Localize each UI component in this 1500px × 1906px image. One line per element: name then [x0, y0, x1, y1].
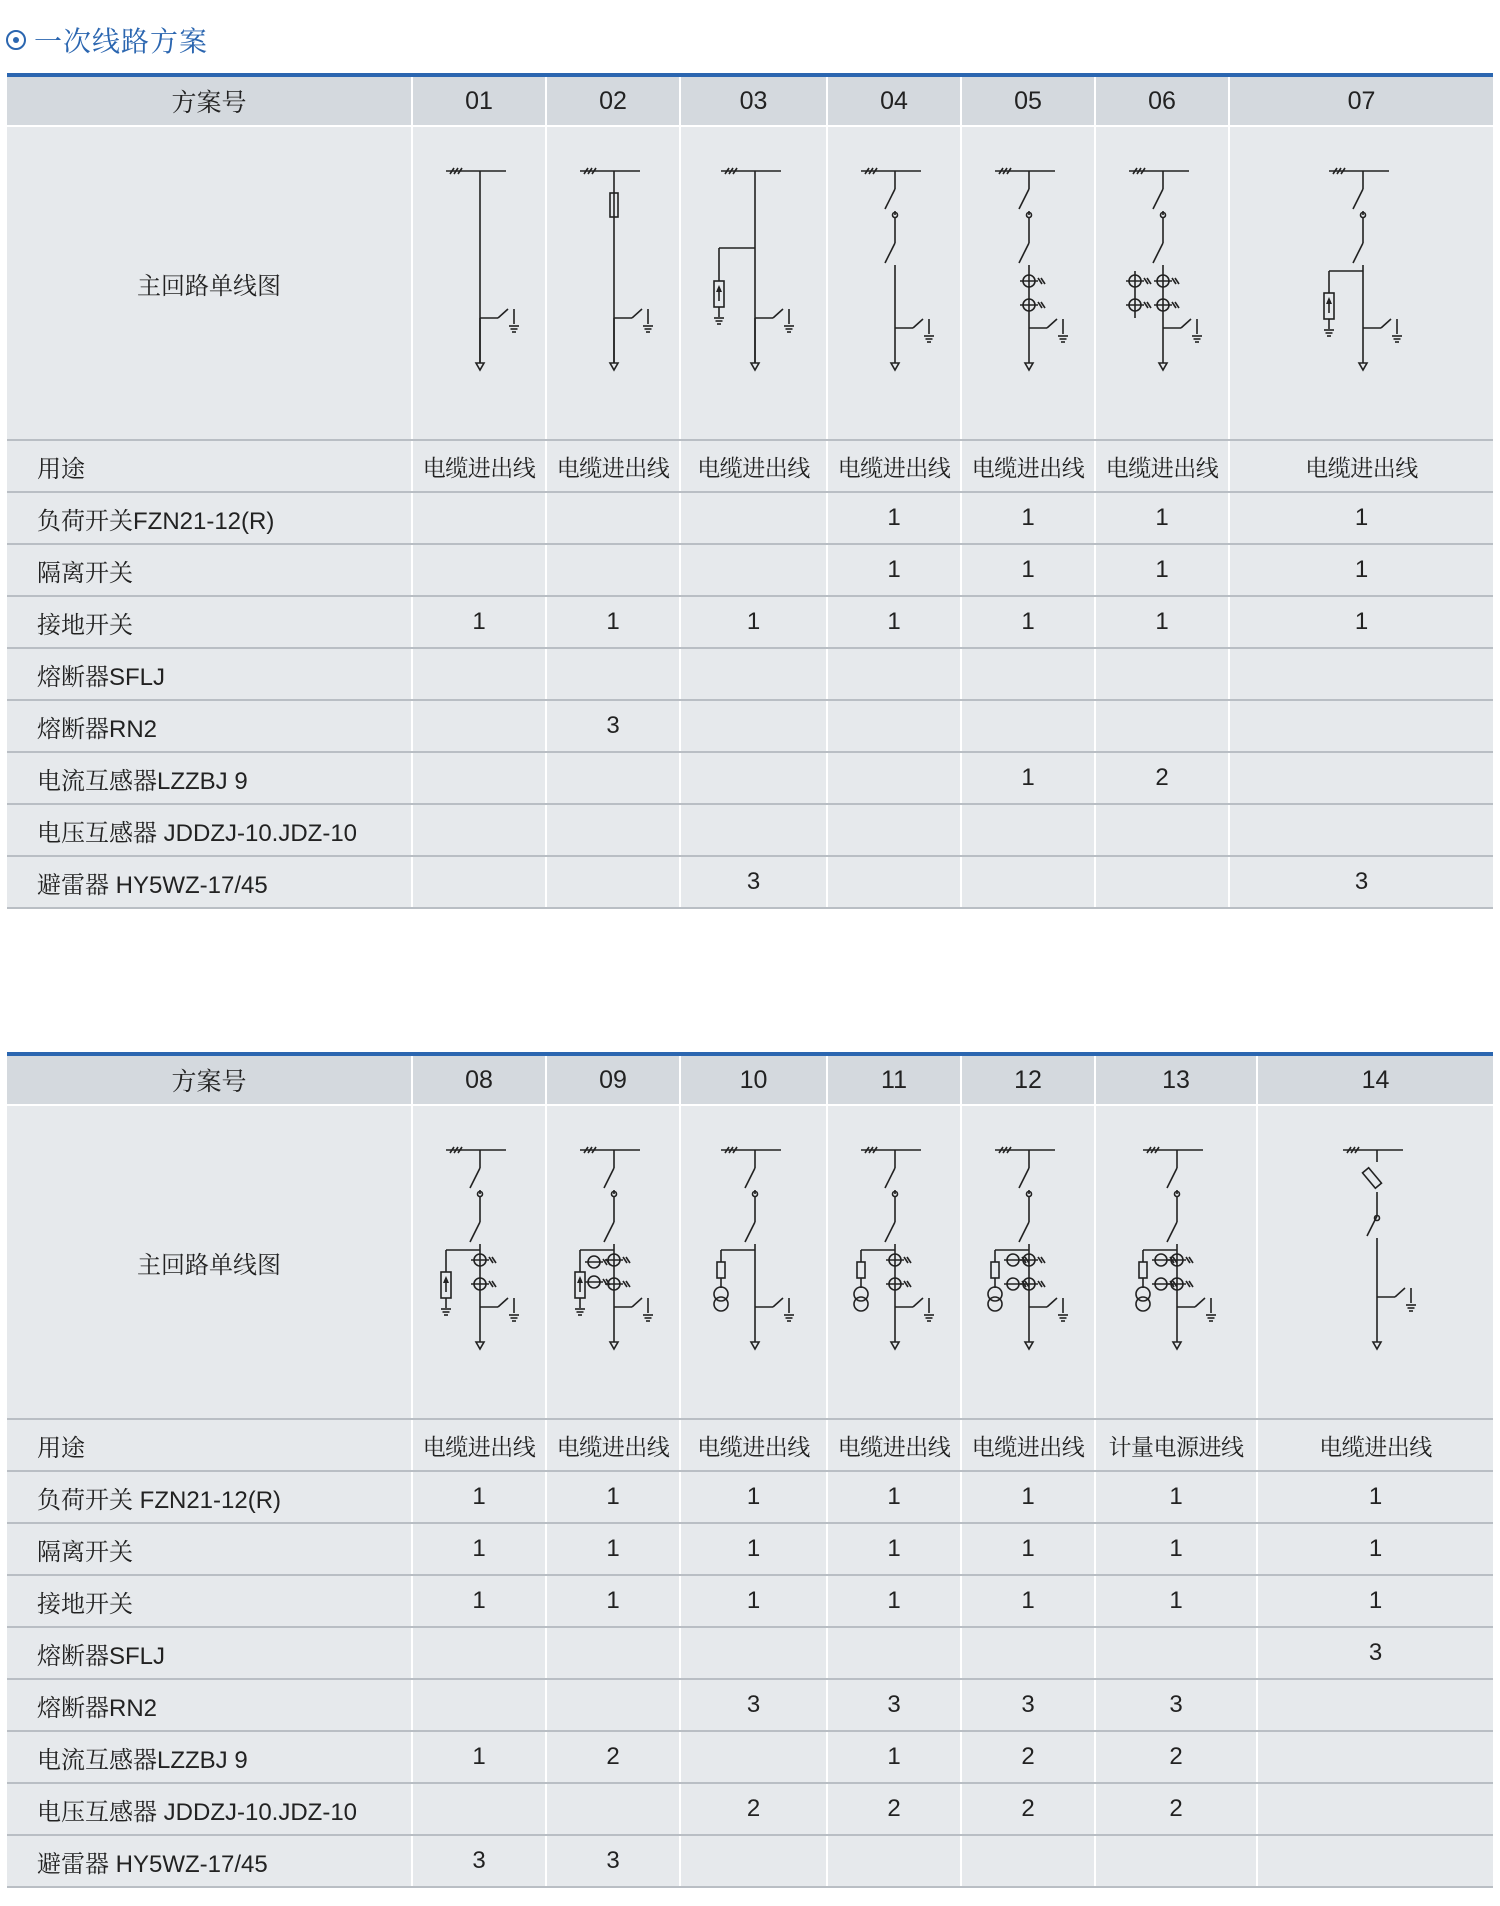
quantity-cell: 1: [1229, 544, 1493, 596]
quantity-cell: [680, 804, 827, 856]
quantity-cell: [827, 804, 961, 856]
quantity-cell: [680, 648, 827, 700]
scheme-number-row: [7, 75, 1493, 126]
quantity-cell: [680, 700, 827, 752]
diagram-01-icon: [424, 153, 534, 413]
use-row-label: 用途: [7, 1419, 412, 1471]
scheme-number: 10: [680, 1054, 827, 1105]
diagram-05-icon: [973, 153, 1083, 413]
quantity-cell: 1: [680, 1523, 827, 1575]
table-row: [7, 1835, 1493, 1887]
diagram-cell: [412, 1105, 546, 1419]
row-label: 隔离开关: [7, 544, 412, 596]
scheme-number: 12: [961, 1054, 1095, 1105]
scheme-number: 08: [412, 1054, 546, 1105]
quantity-cell: [827, 752, 961, 804]
table-row: [7, 804, 1493, 856]
quantity-cell: [827, 1835, 961, 1887]
row-label: 负荷开关 FZN21-12(R): [7, 1471, 412, 1523]
quantity-cell: 1: [1229, 492, 1493, 544]
diagram-cell: [1257, 1105, 1493, 1419]
quantity-cell: 2: [961, 1783, 1095, 1835]
scheme-table-1: [7, 73, 1493, 909]
scheme-number: 02: [546, 75, 680, 126]
quantity-cell: 2: [1095, 1731, 1257, 1783]
quantity-cell: 1: [680, 596, 827, 648]
target-circle-icon: [6, 30, 26, 50]
quantity-cell: [412, 1679, 546, 1731]
table-row: [7, 1783, 1493, 1835]
quantity-cell: 3: [1095, 1679, 1257, 1731]
quantity-cell: [546, 492, 680, 544]
quantity-cell: [680, 752, 827, 804]
quantity-cell: 3: [1257, 1627, 1493, 1679]
quantity-cell: [412, 1783, 546, 1835]
diagram-03-icon: [699, 153, 809, 413]
page-title: [6, 20, 208, 60]
quantity-cell: 1: [546, 1575, 680, 1627]
table-row: [7, 1679, 1493, 1731]
quantity-cell: [1257, 1783, 1493, 1835]
quantity-cell: 3: [546, 1835, 680, 1887]
quantity-cell: 1: [412, 1575, 546, 1627]
quantity-cell: [1095, 700, 1229, 752]
component-rows: [7, 1471, 1493, 1887]
table-row: [7, 752, 1493, 804]
quantity-cell: 1: [827, 544, 961, 596]
quantity-cell: [412, 544, 546, 596]
quantity-cell: [546, 648, 680, 700]
quantity-cell: 1: [1095, 544, 1229, 596]
diagram-row-label: 主回路单线图: [7, 1105, 412, 1419]
quantity-cell: [412, 856, 546, 908]
table-row: [7, 1523, 1493, 1575]
quantity-cell: 1: [827, 1575, 961, 1627]
scheme-number: 07: [1229, 75, 1493, 126]
row-label: 熔断器SFLJ: [7, 1627, 412, 1679]
quantity-cell: 1: [546, 1471, 680, 1523]
quantity-cell: [1095, 1627, 1257, 1679]
use-cell: 电缆进出线: [961, 1419, 1095, 1471]
use-cell: 电缆进出线: [412, 1419, 546, 1471]
use-cell: 电缆进出线: [1229, 440, 1493, 492]
diagram-09-icon: [558, 1132, 668, 1392]
diagram-cell: [1095, 1105, 1257, 1419]
quantity-cell: 1: [1095, 1523, 1257, 1575]
scheme-table-2: [7, 1052, 1493, 1888]
quantity-cell: [961, 1835, 1095, 1887]
use-cell: 电缆进出线: [412, 440, 546, 492]
table-row: [7, 596, 1493, 648]
quantity-cell: [546, 752, 680, 804]
quantity-cell: [412, 752, 546, 804]
use-cell: 电缆进出线: [546, 1419, 680, 1471]
quantity-cell: 2: [546, 1731, 680, 1783]
quantity-cell: 1: [961, 544, 1095, 596]
diagram-cell: [546, 1105, 680, 1419]
quantity-cell: 1: [412, 596, 546, 648]
use-cell: 电缆进出线: [1095, 440, 1229, 492]
row-label: 电压互感器 JDDZJ-10.JDZ-10: [7, 1783, 412, 1835]
use-row: [7, 1419, 1493, 1471]
quantity-cell: [1095, 648, 1229, 700]
quantity-cell: 1: [961, 752, 1095, 804]
quantity-cell: 1: [827, 492, 961, 544]
quantity-cell: [1257, 1835, 1493, 1887]
quantity-cell: 3: [412, 1835, 546, 1887]
diagram-cell: [546, 126, 680, 440]
quantity-cell: [1257, 1731, 1493, 1783]
quantity-cell: [680, 1835, 827, 1887]
quantity-cell: 1: [1095, 492, 1229, 544]
quantity-cell: 1: [546, 596, 680, 648]
quantity-cell: [412, 1627, 546, 1679]
diagram-14-icon: [1321, 1132, 1431, 1392]
diagram-cell: [412, 126, 546, 440]
diagram-row: [7, 1105, 1493, 1419]
table-row: [7, 648, 1493, 700]
quantity-cell: 1: [1095, 596, 1229, 648]
use-cell: 电缆进出线: [961, 440, 1095, 492]
use-cell: 电缆进出线: [546, 440, 680, 492]
component-rows: [7, 492, 1493, 908]
diagram-cell: [680, 126, 827, 440]
diagram-cell: [961, 126, 1095, 440]
use-cell: 计量电源进线: [1095, 1419, 1257, 1471]
diagram-13-icon: [1121, 1132, 1231, 1392]
quantity-cell: [1229, 804, 1493, 856]
quantity-cell: [546, 544, 680, 596]
scheme-number: 11: [827, 1054, 961, 1105]
quantity-cell: 1: [412, 1471, 546, 1523]
scheme-number: 09: [546, 1054, 680, 1105]
quantity-cell: 1: [680, 1471, 827, 1523]
scheme-number: 14: [1257, 1054, 1493, 1105]
diagram-04-icon: [839, 153, 949, 413]
row-label: 接地开关: [7, 596, 412, 648]
diagram-row: [7, 126, 1493, 440]
quantity-cell: [1095, 856, 1229, 908]
quantity-cell: [1229, 700, 1493, 752]
diagram-cell: [961, 1105, 1095, 1419]
quantity-cell: [412, 648, 546, 700]
scheme-number: 01: [412, 75, 546, 126]
use-cell: 电缆进出线: [680, 1419, 827, 1471]
quantity-cell: [412, 492, 546, 544]
quantity-cell: [412, 700, 546, 752]
quantity-cell: [961, 700, 1095, 752]
quantity-cell: [680, 1731, 827, 1783]
use-row-label: 用途: [7, 440, 412, 492]
quantity-cell: [827, 700, 961, 752]
quantity-cell: 1: [412, 1523, 546, 1575]
diagram-12-icon: [973, 1132, 1083, 1392]
quantity-cell: 3: [1229, 856, 1493, 908]
diagram-cell: [1229, 126, 1493, 440]
row-label: 熔断器RN2: [7, 1679, 412, 1731]
quantity-cell: [1095, 1835, 1257, 1887]
quantity-cell: 3: [680, 856, 827, 908]
quantity-cell: 1: [1257, 1471, 1493, 1523]
quantity-cell: 1: [827, 1731, 961, 1783]
use-cell: 电缆进出线: [1257, 1419, 1493, 1471]
quantity-cell: 1: [1095, 1471, 1257, 1523]
quantity-cell: 1: [1257, 1523, 1493, 1575]
quantity-cell: [961, 804, 1095, 856]
row-label: 电流互感器LZZBJ 9: [7, 752, 412, 804]
row-label: 接地开关: [7, 1575, 412, 1627]
quantity-cell: 3: [680, 1679, 827, 1731]
diagram-cell: [1095, 126, 1229, 440]
scheme-number: 05: [961, 75, 1095, 126]
quantity-cell: 2: [1095, 752, 1229, 804]
quantity-cell: 1: [961, 1523, 1095, 1575]
use-cell: 电缆进出线: [680, 440, 827, 492]
quantity-cell: 3: [827, 1679, 961, 1731]
quantity-cell: 3: [961, 1679, 1095, 1731]
quantity-cell: 1: [546, 1523, 680, 1575]
diagram-row-label: 主回路单线图: [7, 126, 412, 440]
table-row: [7, 1575, 1493, 1627]
scheme-number: 06: [1095, 75, 1229, 126]
quantity-cell: [1095, 804, 1229, 856]
header-label: 方案号: [7, 1054, 412, 1105]
diagram-08-icon: [424, 1132, 534, 1392]
quantity-cell: 2: [1095, 1783, 1257, 1835]
row-label: 避雷器 HY5WZ-17/45: [7, 1835, 412, 1887]
quantity-cell: 1: [827, 596, 961, 648]
quantity-cell: [827, 1627, 961, 1679]
quantity-cell: [1257, 1679, 1493, 1731]
quantity-cell: 1: [961, 596, 1095, 648]
quantity-cell: [961, 648, 1095, 700]
quantity-cell: [546, 1783, 680, 1835]
quantity-cell: 1: [827, 1523, 961, 1575]
table-row: [7, 1627, 1493, 1679]
table-row: [7, 1471, 1493, 1523]
quantity-cell: 2: [680, 1783, 827, 1835]
quantity-cell: [961, 856, 1095, 908]
table-row: [7, 1731, 1493, 1783]
diagram-02-icon: [558, 153, 668, 413]
quantity-cell: 1: [1095, 1575, 1257, 1627]
diagram-11-icon: [839, 1132, 949, 1392]
quantity-cell: [680, 492, 827, 544]
row-label: 隔离开关: [7, 1523, 412, 1575]
diagram-06-icon: [1107, 153, 1217, 413]
diagram-07-icon: [1307, 153, 1417, 413]
quantity-cell: 1: [1229, 596, 1493, 648]
table-row: [7, 856, 1493, 908]
quantity-cell: [1229, 752, 1493, 804]
row-label: 熔断器SFLJ: [7, 648, 412, 700]
quantity-cell: 1: [412, 1731, 546, 1783]
table-row: [7, 492, 1493, 544]
quantity-cell: [680, 1627, 827, 1679]
quantity-cell: [1229, 648, 1493, 700]
diagram-cell: [680, 1105, 827, 1419]
scheme-number: 04: [827, 75, 961, 126]
quantity-cell: 1: [1257, 1575, 1493, 1627]
quantity-cell: 3: [546, 700, 680, 752]
use-row: [7, 440, 1493, 492]
page-title-text: 一次线路方案: [34, 26, 209, 57]
diagram-10-icon: [699, 1132, 809, 1392]
diagram-cell: [827, 1105, 961, 1419]
quantity-cell: 1: [827, 1471, 961, 1523]
quantity-cell: [546, 1627, 680, 1679]
header-label: 方案号: [7, 75, 412, 126]
table-row: [7, 700, 1493, 752]
quantity-cell: [412, 804, 546, 856]
quantity-cell: 2: [827, 1783, 961, 1835]
use-cell: 电缆进出线: [827, 1419, 961, 1471]
scheme-number-row: [7, 1054, 1493, 1105]
scheme-number: 03: [680, 75, 827, 126]
quantity-cell: [961, 1627, 1095, 1679]
quantity-cell: [546, 856, 680, 908]
quantity-cell: [546, 804, 680, 856]
row-label: 电流互感器LZZBJ 9: [7, 1731, 412, 1783]
quantity-cell: [546, 1679, 680, 1731]
quantity-cell: [827, 648, 961, 700]
use-cell: 电缆进出线: [827, 440, 961, 492]
quantity-cell: [827, 856, 961, 908]
quantity-cell: 2: [961, 1731, 1095, 1783]
table-row: [7, 544, 1493, 596]
diagram-cell: [827, 126, 961, 440]
row-label: 熔断器RN2: [7, 700, 412, 752]
quantity-cell: 1: [961, 492, 1095, 544]
quantity-cell: 1: [961, 1575, 1095, 1627]
quantity-cell: [680, 544, 827, 596]
quantity-cell: 1: [961, 1471, 1095, 1523]
scheme-number: 13: [1095, 1054, 1257, 1105]
row-label: 电压互感器 JDDZJ-10.JDZ-10: [7, 804, 412, 856]
quantity-cell: 1: [680, 1575, 827, 1627]
row-label: 负荷开关FZN21-12(R): [7, 492, 412, 544]
row-label: 避雷器 HY5WZ-17/45: [7, 856, 412, 908]
